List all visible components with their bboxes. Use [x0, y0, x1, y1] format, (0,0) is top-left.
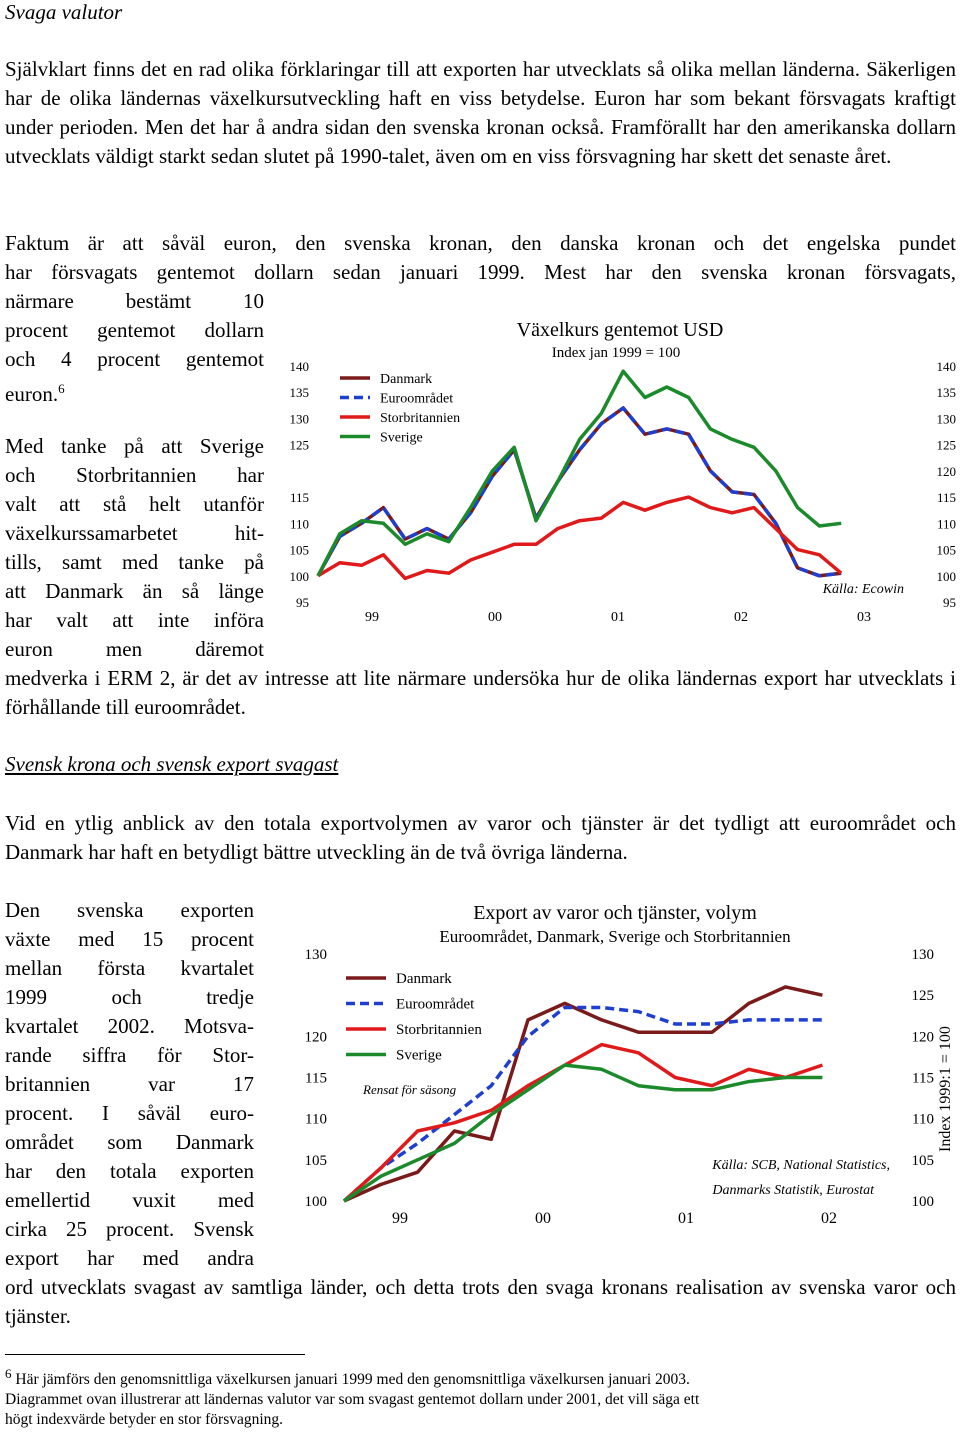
paragraph-med-tanke-narrow: [5, 432, 264, 664]
text-line: euron.$^6$: [5, 381, 65, 406]
y-tick-label: 100: [911, 1194, 934, 1210]
y-tick-label: 115: [305, 1070, 327, 1087]
y-tick-label: 105: [936, 542, 956, 558]
x-tick-label: 99: [392, 1210, 408, 1227]
chart-source: Källa: Ecowin: [822, 582, 904, 597]
text-line: kvartalet 2002. Motsva-: [5, 1014, 254, 1038]
y-tick-label: 105: [304, 1152, 327, 1169]
y-tick-label: 105: [289, 542, 309, 558]
legend-label-danmark: Danmark: [380, 372, 433, 387]
footnote: [5, 1364, 956, 1430]
y-tick-label: 135: [936, 385, 956, 401]
y-tick-label: 130: [304, 947, 327, 963]
y-tick-label: 110: [289, 516, 309, 532]
text-line: rande siffra för Stor-: [5, 1043, 254, 1067]
y-tick-label: 130: [911, 947, 934, 963]
text-line: procent gentemot dollarn: [5, 318, 264, 342]
legend-label-euroomradet: Euroområdet: [380, 391, 454, 407]
y-tick-label: 135: [289, 385, 309, 401]
paragraph-intro: Självklart finns det en rad olika förklaringar till att exporten har utvecklats så olika mellan länderna. Säkerligen har de olika ländernas växelkursutveckling haft en viss betydelse. Euron har som bekant försvagats kraftigt under perioden. Men det har å andra sidan den svenska kronan också. Framförallt har den amerikanska dollarn utvecklats väldigt starkt sedan slutet på 1990-talet, även om en viss försvagning har skett det senaste året.: [5, 57, 956, 168]
y-tick-label: 110: [936, 516, 956, 532]
y-tick-label: 115: [936, 490, 956, 506]
y-tick-label: 110: [912, 1111, 934, 1128]
x-tick-label: 99: [365, 610, 379, 625]
text-line: närmare bestämt 10: [5, 289, 264, 313]
text-line: växte med 15 procent: [5, 927, 254, 951]
x-tick-label: 03: [857, 610, 871, 625]
y-tick-label: 125: [911, 988, 934, 1005]
paragraph-faktum-narrow: [5, 287, 264, 409]
y-tick-label: 100: [304, 1194, 327, 1210]
y-tick-label: 95: [943, 595, 956, 610]
text-line: att Danmark än så länge: [5, 579, 264, 603]
text-line: 1999 och tredje: [5, 985, 254, 1009]
right-axis-label: Index 1999:1 = 100: [937, 1026, 954, 1152]
footnote-separator: [5, 1354, 305, 1355]
y-tick-label: 140: [936, 359, 956, 374]
text-line: export har med andra: [5, 1246, 254, 1270]
text-line: valt att stå helt utanför: [5, 492, 264, 516]
text-line: euron men däremot: [5, 637, 264, 661]
text-line: emellertid vuxit med: [5, 1188, 254, 1212]
paragraph-faktum-full: [5, 229, 956, 287]
legend-label-sverige: Sverige: [396, 1047, 442, 1064]
legend-label-danmark: Danmark: [396, 971, 452, 987]
text-line: procent. I såväl euro-: [5, 1101, 254, 1125]
footnote-ref: 6: [58, 381, 65, 396]
section-heading-svensk-krona: Svensk krona och svensk export svagast: [5, 752, 339, 776]
chart-title: Export av varor och tjänster, volym: [473, 902, 757, 924]
paragraph-ytlig-anblick: Vid en ytlig anblick av den totala exportvolymen av varor och tjänster är det tydligt att euroområdet och Danmark har haft en betydligt bättre utveckling än de två övriga länderna.: [5, 811, 956, 864]
y-tick-label: 115: [289, 490, 309, 506]
y-tick-label: 120: [936, 463, 956, 479]
y-tick-label: 125: [936, 437, 956, 453]
text-line: Faktum är att såväl euron, den svenska kronan, den danska kronan och det engelska pundet: [5, 231, 956, 255]
export-volume-chart: [270, 892, 960, 1242]
text-line: området som Danmark: [5, 1130, 254, 1154]
legend-label-euroomradet: Euroområdet: [396, 996, 475, 1013]
footnote-line: högt indexvärde betyder en stor försvagning.: [5, 1411, 284, 1429]
section-heading-svaga-valutor: Svaga valutor: [5, 0, 123, 24]
x-tick-label: 01: [611, 610, 625, 625]
y-tick-label: 130: [289, 411, 309, 427]
chart-title: Växelkurs gentemot USD: [516, 319, 724, 341]
x-tick-label: 02: [734, 610, 748, 625]
y-tick-label: 115: [912, 1070, 934, 1087]
chart-note: Rensat för säsong: [363, 1082, 457, 1097]
paragraph-med-tanke-full: medverka i ERM 2, är det av intresse att lite närmare undersöka hur de olika ländernas export har utvecklats i förhållande till euroområdet.: [5, 666, 956, 719]
text-line: och Storbritannien har: [5, 463, 264, 487]
text-line: britannien var 17: [5, 1072, 254, 1096]
text-line: växelkurssamarbetet hit-: [5, 521, 264, 545]
chart-subtitle: Index jan 1999 = 100: [551, 345, 681, 361]
text-line: tills, samt med tanke på: [5, 550, 264, 574]
chart-source-line: Danmarks Statistik, Eurostat: [712, 1183, 874, 1198]
legend-label-sverige: Sverige: [380, 430, 423, 446]
text-line: har valt att inte införa: [5, 608, 264, 632]
chart-subtitle: Euroområdet, Danmark, Sverige och Storbritannien: [439, 927, 791, 946]
legend-label-storbritannien: Storbritannien: [396, 1022, 482, 1038]
y-tick-label: 125: [289, 437, 309, 453]
y-tick-label: 130: [936, 411, 956, 427]
y-tick-label: 100: [289, 568, 309, 584]
y-tick-label: 120: [911, 1029, 934, 1046]
text-line: har försvagats gentemot dollarn sedan januari 1999. Mest har den svenska kronan försvagats,: [5, 260, 956, 284]
text-line: Med tanke på att Sverige: [5, 434, 264, 458]
text-line: Den svenska exporten: [5, 898, 254, 922]
paragraph-svenska-exporten-narrow: [5, 896, 254, 1273]
y-tick-label: 100: [936, 568, 956, 584]
y-tick-label: 105: [911, 1152, 934, 1169]
paragraph-svenska-exporten-full: ord utvecklats svagast av samtliga länder, och detta trots den svaga kronans realisation av svenska varor och tjänster.: [5, 1275, 956, 1328]
text-line: mellan första kvartalet: [5, 956, 254, 980]
chart-source-line: Källa: SCB, National Statistics,: [712, 1158, 890, 1173]
footnote-number: 6: [5, 1366, 12, 1381]
exchange-rate-chart: [270, 310, 960, 630]
y-tick-label: 120: [304, 1029, 327, 1046]
x-tick-label: 02: [821, 1210, 837, 1227]
footnote-line: Diagrammet ovan illustrerar att ländernas valutor var som svagast gentemot dollarn under 2001, det vill säga ett: [5, 1391, 700, 1409]
x-tick-label: 00: [488, 610, 502, 625]
x-tick-label: 00: [535, 1210, 551, 1227]
text-line: cirka 25 procent. Svensk: [5, 1217, 254, 1241]
footnote-line: $^6$ Här jämförs den genomsnittliga växelkursen januari 1999 med den genomsnittliga växelkursen januari 2003.: [5, 1366, 690, 1389]
legend-label-storbritannien: Storbritannien: [380, 411, 461, 426]
y-tick-label: 95: [296, 595, 309, 610]
x-tick-label: 01: [678, 1210, 694, 1227]
y-tick-label: 110: [305, 1111, 327, 1128]
text-line: och 4 procent gentemot: [5, 347, 264, 371]
text-line: har den totala exporten: [5, 1159, 254, 1183]
y-tick-label: 140: [289, 359, 309, 374]
